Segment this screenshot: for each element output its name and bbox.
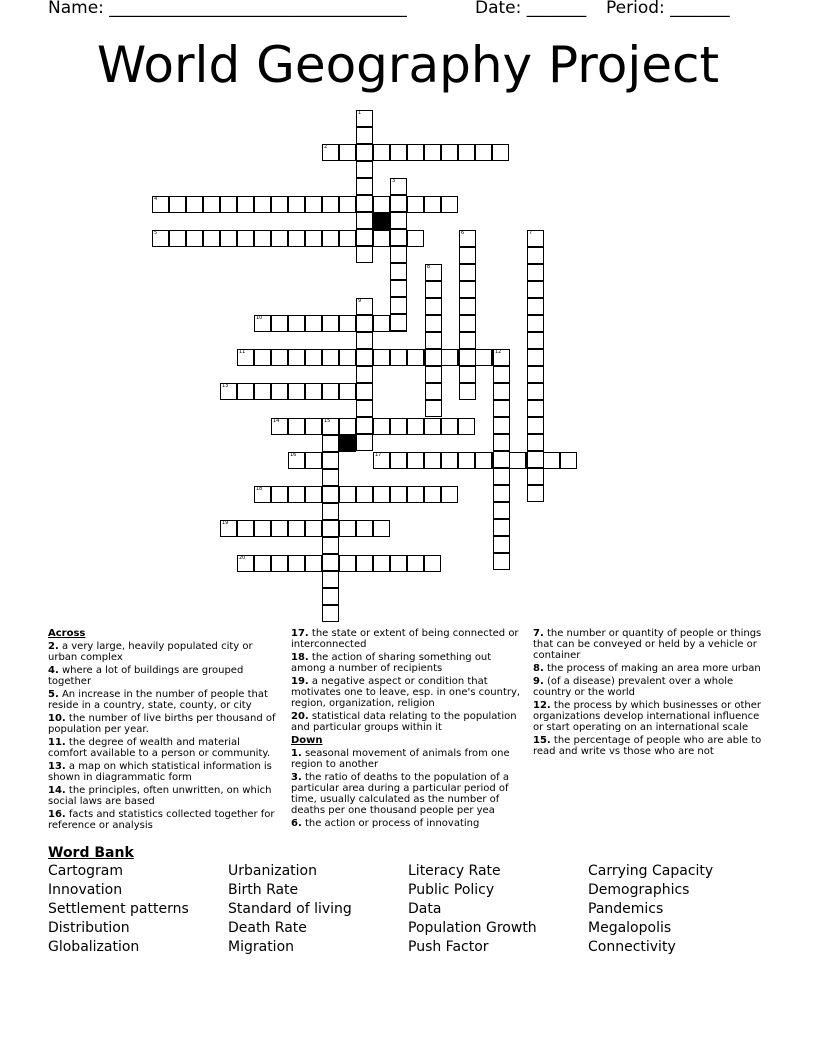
grid-cell[interactable] <box>459 349 476 366</box>
clue-number-label: 10. <box>48 713 66 724</box>
grid-cell[interactable] <box>527 383 544 400</box>
clue-text: the process of making an area more urban <box>543 663 761 674</box>
grid-cell[interactable] <box>237 383 254 400</box>
grid-cell[interactable] <box>390 349 407 366</box>
grid-cell[interactable] <box>458 144 475 161</box>
grid-cell[interactable] <box>527 468 544 485</box>
grid-cell[interactable] <box>424 196 441 213</box>
grid-cell[interactable] <box>373 230 390 247</box>
word-bank-item: Innovation <box>48 882 123 898</box>
grid-cell[interactable] <box>203 230 220 247</box>
clue-text: a map on which statistical information is shown in diagrammatic form <box>48 761 272 783</box>
grid-cell[interactable] <box>288 349 305 366</box>
clue-item <box>291 628 523 650</box>
grid-cell[interactable] <box>254 349 271 366</box>
clue-number: 16 <box>290 452 297 458</box>
grid-cell[interactable] <box>254 230 271 247</box>
across-heading: Across <box>48 628 86 639</box>
clue-item <box>533 628 765 661</box>
grid-cell[interactable] <box>271 555 288 572</box>
grid-cell[interactable] <box>339 486 356 503</box>
grid-cell[interactable] <box>424 555 441 572</box>
grid-cell[interactable] <box>339 555 356 572</box>
clue-item <box>48 665 278 687</box>
grid-cell[interactable] <box>288 486 305 503</box>
grid-cell[interactable] <box>356 127 373 144</box>
clue-text: the principles, often unwritten, on which social laws are based <box>48 785 272 807</box>
clue-number: 5 <box>154 230 158 236</box>
grid-cell[interactable] <box>356 486 373 503</box>
clue-item <box>533 735 765 757</box>
black-cell <box>339 435 356 452</box>
grid-cell[interactable] <box>390 246 407 263</box>
grid-cell[interactable] <box>527 264 544 281</box>
clue-number-label: 9. <box>533 676 544 687</box>
grid-cell[interactable] <box>186 230 203 247</box>
clue-item <box>291 818 523 829</box>
clue-number: 17 <box>375 452 382 458</box>
grid-cell[interactable] <box>220 196 237 213</box>
grid-cell[interactable] <box>237 520 254 537</box>
grid-cell[interactable] <box>322 469 339 486</box>
clue-number-label: 16. <box>48 809 66 820</box>
page-title: World Geography Project <box>96 36 720 94</box>
grid-cell[interactable] <box>407 349 424 366</box>
clue-item <box>291 711 523 733</box>
grid-cell[interactable] <box>271 315 288 332</box>
grid-cell[interactable] <box>527 366 544 383</box>
word-bank-item: Birth Rate <box>228 882 299 898</box>
clues-column-1 <box>48 628 278 833</box>
clue-item <box>291 772 523 816</box>
clue-item <box>48 689 278 711</box>
clue-item <box>48 713 278 735</box>
grid-cell[interactable] <box>288 230 305 247</box>
grid-cell[interactable] <box>441 452 458 469</box>
grid-cell[interactable] <box>271 383 288 400</box>
grid-cell[interactable] <box>424 144 441 161</box>
grid-cell[interactable] <box>407 230 424 247</box>
grid-cell[interactable] <box>527 332 544 349</box>
grid-cell[interactable] <box>305 196 322 213</box>
grid-cell[interactable] <box>475 349 492 366</box>
grid-cell[interactable] <box>356 400 373 417</box>
grid-cell[interactable] <box>493 383 510 400</box>
clue-text: the percentage of people who are able to read and write vs those who are not <box>533 735 762 757</box>
grid-cell[interactable] <box>390 314 407 331</box>
clue-number-label: 6. <box>291 818 302 829</box>
grid-cell[interactable] <box>425 383 442 400</box>
grid-cell[interactable] <box>356 366 373 383</box>
clue-text: the process by which businesses or other organizations develop international influence or start operating on an international scale <box>533 700 762 733</box>
grid-cell[interactable] <box>373 520 390 537</box>
grid-cell[interactable] <box>356 349 373 366</box>
grid-cell[interactable] <box>373 486 390 503</box>
grid-cell[interactable] <box>339 520 356 537</box>
grid-cell[interactable] <box>322 571 339 588</box>
clue-number-label: 14. <box>48 785 66 796</box>
grid-cell[interactable] <box>459 298 476 315</box>
grid-cell[interactable] <box>356 520 373 537</box>
down-heading: Down <box>291 735 323 746</box>
grid-cell[interactable] <box>356 144 373 161</box>
grid-cell[interactable] <box>527 451 544 468</box>
clue-number: 10 <box>256 315 263 321</box>
clue-number-label: 18. <box>291 652 309 663</box>
grid-cell[interactable] <box>527 247 544 264</box>
grid-cell[interactable] <box>322 452 339 469</box>
grid-cell[interactable] <box>425 400 442 417</box>
grid-cell[interactable] <box>390 486 407 503</box>
date-field[interactable]: Date: _______ <box>475 0 587 18</box>
grid-cell[interactable] <box>356 246 373 263</box>
grid-cell[interactable] <box>339 196 356 213</box>
clue-number-label: 17. <box>291 628 309 639</box>
clue-number: 12 <box>495 349 502 355</box>
clue-number: 8 <box>427 264 431 270</box>
period-field[interactable]: Period: _______ <box>606 0 730 18</box>
grid-cell[interactable] <box>305 486 322 503</box>
grid-cell[interactable] <box>288 555 305 572</box>
grid-cell[interactable] <box>356 417 373 434</box>
clues-column-3 <box>533 628 765 759</box>
grid-cell[interactable] <box>493 451 510 468</box>
grid-cell[interactable] <box>322 349 339 366</box>
clue-item <box>533 663 765 674</box>
grid-cell[interactable] <box>527 281 544 298</box>
grid-cell[interactable] <box>322 383 339 400</box>
grid-cell[interactable] <box>271 349 288 366</box>
grid-cell[interactable] <box>322 435 339 452</box>
grid-cell[interactable] <box>407 144 424 161</box>
grid-cell[interactable] <box>425 281 442 298</box>
word-bank-item: Megalopolis <box>588 920 672 936</box>
grid-cell[interactable] <box>305 520 322 537</box>
grid-cell[interactable] <box>186 196 203 213</box>
clue-number-label: 4. <box>48 665 59 676</box>
clue-number: 4 <box>154 196 158 202</box>
clue-number-label: 8. <box>533 663 544 674</box>
clue-number: 15 <box>324 418 331 424</box>
grid-cell[interactable] <box>407 452 424 469</box>
grid-cell[interactable] <box>356 161 373 178</box>
grid-cell[interactable] <box>493 468 510 485</box>
grid-cell[interactable] <box>459 247 476 264</box>
clue-item <box>291 652 523 674</box>
name-field[interactable]: Name: ___________________________________ <box>48 0 407 18</box>
word-bank-item: Population Growth <box>408 920 537 936</box>
grid-cell[interactable] <box>527 485 544 502</box>
grid-cell[interactable] <box>339 418 356 435</box>
grid-cell[interactable] <box>169 230 186 247</box>
grid-cell[interactable] <box>373 144 390 161</box>
clue-item <box>48 785 278 807</box>
clue-number-label: 1. <box>291 748 302 759</box>
clue-text: the degree of wealth and material comfort available to a person or community. <box>48 737 271 759</box>
grid-cell[interactable] <box>271 486 288 503</box>
grid-cell[interactable] <box>356 229 373 246</box>
clue-number-label: 5. <box>48 689 59 700</box>
word-bank-item: Standard of living <box>228 901 352 917</box>
grid-cell[interactable] <box>356 555 373 572</box>
grid-cell[interactable] <box>441 349 458 366</box>
grid-cell[interactable] <box>271 196 288 213</box>
grid-cell[interactable] <box>373 418 390 435</box>
grid-cell[interactable] <box>527 315 544 332</box>
clue-text: statistical data relating to the population and particular groups within it <box>291 711 517 733</box>
clue-number: 9 <box>358 298 362 304</box>
grid-cell[interactable] <box>288 520 305 537</box>
grid-cell[interactable] <box>459 383 476 400</box>
grid-cell[interactable] <box>459 315 476 332</box>
grid-cell[interactable] <box>390 229 407 246</box>
grid-cell[interactable] <box>459 281 476 298</box>
clue-number: 20 <box>239 555 246 561</box>
grid-cell[interactable] <box>339 230 356 247</box>
word-bank-item: Data <box>408 901 442 917</box>
grid-cell[interactable] <box>339 349 356 366</box>
grid-cell[interactable] <box>322 605 339 622</box>
grid-cell[interactable] <box>425 298 442 315</box>
clue-item <box>48 761 278 783</box>
grid-cell[interactable] <box>339 144 356 161</box>
grid-cell[interactable] <box>322 554 339 571</box>
grid-cell[interactable] <box>288 196 305 213</box>
grid-cell[interactable] <box>493 553 510 570</box>
grid-cell[interactable] <box>254 520 271 537</box>
grid-cell[interactable] <box>493 417 510 434</box>
grid-cell[interactable] <box>527 349 544 366</box>
word-bank-item: Literacy Rate <box>408 863 501 879</box>
grid-cell[interactable] <box>288 383 305 400</box>
grid-cell[interactable] <box>220 230 237 247</box>
grid-cell[interactable] <box>493 366 510 383</box>
grid-cell[interactable] <box>493 502 510 519</box>
grid-cell[interactable] <box>493 434 510 451</box>
word-bank-item: Urbanization <box>228 863 317 879</box>
grid-cell[interactable] <box>322 520 339 537</box>
clue-text: the action of sharing something out among a number of recipients <box>291 652 492 674</box>
grid-cell[interactable] <box>493 536 510 553</box>
clue-number-label: 3. <box>291 772 302 783</box>
grid-cell[interactable] <box>475 144 492 161</box>
grid-cell[interactable] <box>459 264 476 281</box>
grid-cell[interactable] <box>373 315 390 332</box>
grid-cell[interactable] <box>305 230 322 247</box>
word-bank-title: Word Bank <box>48 845 134 861</box>
clue-text: a very large, heavily populated city or urban complex <box>48 641 253 663</box>
grid-cell[interactable] <box>424 418 441 435</box>
clue-item <box>291 676 523 709</box>
grid-cell[interactable] <box>407 486 424 503</box>
clue-number: 13 <box>222 383 229 389</box>
word-bank-item: Push Factor <box>408 939 489 955</box>
grid-cell[interactable] <box>373 196 390 213</box>
grid-cell[interactable] <box>254 555 271 572</box>
grid-cell[interactable] <box>288 418 305 435</box>
grid-cell[interactable] <box>407 555 424 572</box>
grid-cell[interactable] <box>356 332 373 349</box>
clue-text: the ratio of deaths to the population of a particular area during a particular period of time, usually calculated as the number of deaths per one thousand people per yea <box>291 772 510 816</box>
grid-cell[interactable] <box>271 230 288 247</box>
clue-number-label: 2. <box>48 641 59 652</box>
grid-cell[interactable] <box>424 452 441 469</box>
grid-cell[interactable] <box>169 196 186 213</box>
black-cell <box>373 213 390 230</box>
word-bank-item: Globalization <box>48 939 140 955</box>
grid-cell[interactable] <box>322 537 339 554</box>
clue-number: 1 <box>358 110 362 116</box>
clue-text: seasonal movement of animals from one region to another <box>291 748 510 770</box>
clue-number: 3 <box>392 178 396 184</box>
word-bank-item: Settlement patterns <box>48 901 189 917</box>
grid-cell[interactable] <box>305 452 322 469</box>
grid-cell[interactable] <box>459 332 476 349</box>
word-bank-item: Demographics <box>588 882 690 898</box>
grid-cell[interactable] <box>356 178 373 195</box>
grid-cell[interactable] <box>305 349 322 366</box>
grid-cell[interactable] <box>390 195 407 212</box>
clue-text: a negative aspect or condition that motivates one to leave, esp. in one's country, region, organization, religion <box>291 676 521 709</box>
grid-cell[interactable] <box>305 418 322 435</box>
grid-cell[interactable] <box>527 400 544 417</box>
clue-number: 19 <box>222 520 229 526</box>
grid-cell[interactable] <box>425 366 442 383</box>
grid-cell[interactable] <box>288 315 305 332</box>
clue-item <box>48 809 278 831</box>
grid-cell[interactable] <box>356 434 373 451</box>
grid-cell[interactable] <box>527 434 544 451</box>
grid-cell[interactable] <box>459 366 476 383</box>
grid-cell[interactable] <box>527 417 544 434</box>
clue-number-label: 15. <box>533 735 551 746</box>
grid-cell[interactable] <box>493 519 510 536</box>
grid-cell[interactable] <box>424 486 441 503</box>
grid-cell[interactable] <box>543 452 560 469</box>
grid-cell[interactable] <box>373 555 390 572</box>
clue-text: the number of live births per thousand of population per year. <box>48 713 276 735</box>
grid-cell[interactable] <box>356 195 373 212</box>
clue-item <box>48 737 278 759</box>
grid-cell[interactable] <box>560 452 577 469</box>
grid-cell[interactable] <box>322 503 339 520</box>
grid-cell[interactable] <box>271 520 288 537</box>
grid-cell[interactable] <box>356 383 373 400</box>
grid-cell[interactable] <box>390 263 407 280</box>
clue-number-label: 12. <box>533 700 551 711</box>
word-bank-item: Connectivity <box>588 939 676 955</box>
grid-cell[interactable] <box>441 144 458 161</box>
grid-cell[interactable] <box>425 315 442 332</box>
grid-cell[interactable] <box>458 418 475 435</box>
clue-item <box>533 676 765 698</box>
grid-cell[interactable] <box>493 485 510 502</box>
grid-cell[interactable] <box>390 555 407 572</box>
clue-item <box>48 641 278 663</box>
clue-number: 11 <box>239 349 246 355</box>
grid-cell[interactable] <box>373 349 390 366</box>
grid-cell[interactable] <box>390 297 407 314</box>
word-bank-item: Migration <box>228 939 295 955</box>
clue-number: 18 <box>256 486 263 492</box>
grid-cell[interactable] <box>322 486 339 503</box>
grid-cell[interactable] <box>356 315 373 332</box>
grid-cell[interactable] <box>441 486 458 503</box>
clue-text: (of a disease) prevalent over a whole country or the world <box>533 676 734 698</box>
grid-cell[interactable] <box>390 418 407 435</box>
word-bank-item: Cartogram <box>48 863 124 879</box>
clue-number: 14 <box>273 418 280 424</box>
grid-cell[interactable] <box>339 383 356 400</box>
clues-column-2 <box>291 628 523 831</box>
grid-cell[interactable] <box>254 196 271 213</box>
grid-cell[interactable] <box>305 555 322 572</box>
grid-cell[interactable] <box>425 349 442 366</box>
clue-item <box>291 748 523 770</box>
clue-number: 7 <box>529 230 533 236</box>
grid-cell[interactable] <box>390 280 407 297</box>
grid-cell[interactable] <box>322 315 339 332</box>
clue-text: the action or process of innovating <box>301 818 480 829</box>
grid-cell[interactable] <box>475 452 492 469</box>
grid-cell[interactable] <box>493 400 510 417</box>
word-bank-item: Death Rate <box>228 920 307 936</box>
grid-cell[interactable] <box>441 196 458 213</box>
grid-cell[interactable] <box>509 452 526 469</box>
word-bank-item: Pandemics <box>588 901 664 917</box>
clue-number-label: 19. <box>291 676 309 687</box>
word-bank-item: Distribution <box>48 920 130 936</box>
grid-cell[interactable] <box>492 144 509 161</box>
clue-number: 6 <box>461 230 465 236</box>
grid-cell[interactable] <box>322 230 339 247</box>
grid-cell[interactable] <box>390 144 407 161</box>
grid-cell[interactable] <box>458 452 475 469</box>
clue-item <box>533 700 765 733</box>
grid-cell[interactable] <box>441 418 458 435</box>
word-bank-item: Carrying Capacity <box>588 863 714 879</box>
clue-number-label: 13. <box>48 761 66 772</box>
clue-text: An increase in the number of people that reside in a country, state, county, or city <box>48 689 268 711</box>
grid-cell[interactable] <box>203 196 220 213</box>
grid-cell[interactable] <box>305 315 322 332</box>
grid-cell[interactable] <box>390 452 407 469</box>
grid-cell[interactable] <box>322 196 339 213</box>
clue-number-label: 7. <box>533 628 544 639</box>
grid-cell[interactable] <box>425 332 442 349</box>
grid-cell[interactable] <box>305 383 322 400</box>
word-bank-item: Public Policy <box>408 882 495 898</box>
clue-text: the state or extent of being connected or interconnected <box>291 628 519 650</box>
clue-text: facts and statistics collected together for reference or analysis <box>48 809 275 831</box>
grid-cell[interactable] <box>339 315 356 332</box>
grid-cell[interactable] <box>322 588 339 605</box>
grid-cell[interactable] <box>254 383 271 400</box>
grid-cell[interactable] <box>527 298 544 315</box>
grid-cell[interactable] <box>407 418 424 435</box>
grid-cell[interactable] <box>237 196 254 213</box>
clue-text: where a lot of buildings are grouped together <box>48 665 244 687</box>
grid-cell[interactable] <box>390 212 407 229</box>
clue-number: 2 <box>324 144 328 150</box>
grid-cell[interactable] <box>407 196 424 213</box>
clue-number-label: 20. <box>291 711 309 722</box>
clue-number-label: 11. <box>48 737 66 748</box>
grid-cell[interactable] <box>237 230 254 247</box>
clue-text: the number or quantity of people or things that can be conveyed or held by a vehicle or container <box>533 628 762 661</box>
grid-cell[interactable] <box>356 212 373 229</box>
